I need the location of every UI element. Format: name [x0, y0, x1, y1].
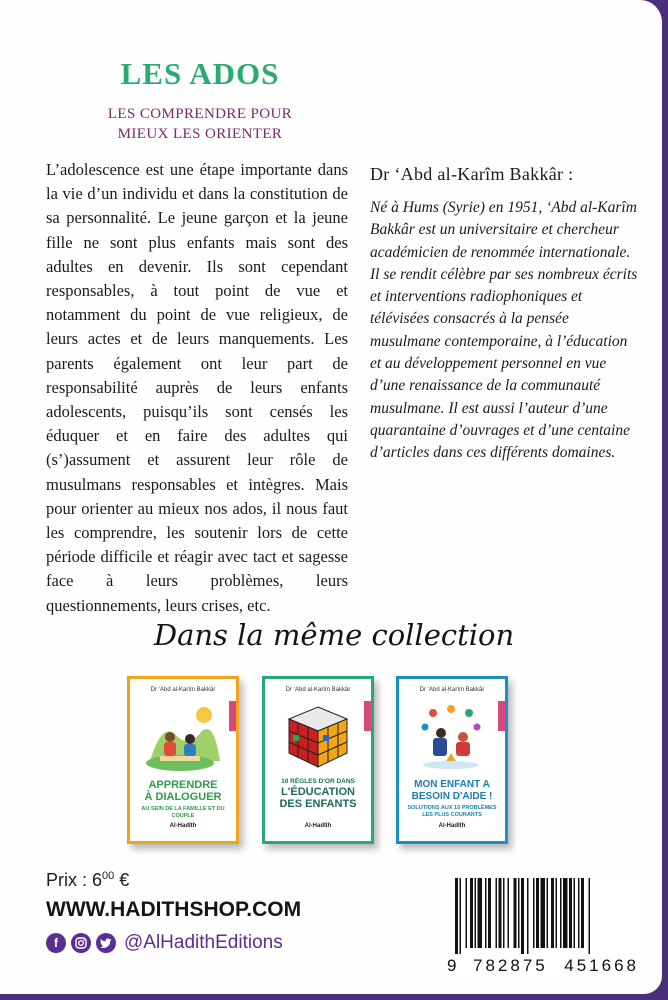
social-links [46, 930, 283, 956]
book-tag [229, 701, 236, 731]
facebook-icon[interactable]: f [46, 933, 66, 953]
book-publisher: Al-Hadîth [304, 823, 332, 829]
book-subtitle: AU SEIN DE LA FAMILLE ET DU COUPLE [141, 806, 225, 819]
page-title: LES ADOS [120, 56, 280, 91]
website-link[interactable]: WWW.HADITHSHOP.COM [46, 898, 302, 921]
book-title: APPRENDRE À DIALOGUER [144, 779, 222, 803]
summary-paragraph: L’adolescence est une étape importante dans la vie d’un individu et dans la constitution de sa personnalité. Le jeune garçon et la jeune fille ne sont plus enfants mais sont des adultes en devenir. Ils sont cependant responsables, à tout point de vue et notamment du point de vue religieux, de leurs actes et de leurs manquements. Les parents également ont leur part de responsabilité auprès de leurs enfants adolescents, puisqu’ils sont censés les éduquer et en faire des adultes qui (s’)assument et assurent leur rôle de musulmans responsables et intègres. Mais pour orienter au mieux nos ados, il nous faut les comprendre, les soutenir lors de cette période difficile et réagir avec tact et sagesse face à leurs problèmes, leurs questionnements, leurs crises, etc. [46, 160, 348, 615]
family-picnic-icon [142, 701, 224, 773]
page-subtitle [0, 104, 400, 144]
isbn-group-2: 451668 [564, 956, 639, 975]
book-cover-mon-enfant-a-besoin-d-aide[interactable] [396, 676, 508, 844]
author-name: Dr ‘Abd al-Karîm Bakkâr : [370, 164, 574, 184]
book-title: 10 RÈGLES D'OR DANS L'ÉDUCATION DES ENFANTS [279, 778, 357, 810]
isbn-number [447, 956, 639, 976]
book-author: Dr ‘Abd al-Karîm Bakkâr [150, 687, 216, 693]
author-bio: Né à Hums (Syrie) en 1951, ‘Abd al-Karîm Bakkâr est un universitaire et chercheur académicien de renommée internationale. Il se rendit célèbre par ses nombreux écrits et interventions radiophoniques et télévisées consacrés à la pensée musulmane contemporaine, à l’éducation et au développement personnel en vue d’une renaissance de la communauté musulmane. Il est aussi l’auteur d’une quarantaine d’ouvrages et d’une centaine d’articles dans ces différents domaines. [370, 199, 638, 462]
instagram-icon[interactable] [71, 933, 91, 953]
book-cover-10-regles-d-or[interactable] [262, 676, 374, 844]
social-handle[interactable]: @AlHadithEditions [124, 932, 283, 953]
isbn-prefix: 9 [447, 956, 457, 975]
twitter-icon[interactable] [96, 933, 116, 953]
subtitle-line-1: LES COMPRENDRE POUR [107, 106, 293, 122]
book-cover-apprendre-a-dialoguer[interactable] [127, 676, 239, 844]
price: Prix : $6^{00}$ € [46, 870, 130, 890]
book-tag [498, 701, 505, 731]
book-tag [364, 701, 371, 731]
subtitle-line-2: MIEUX LES ORIENTER [117, 126, 283, 142]
parent-child-icon [411, 701, 493, 773]
book-subtitle: SOLUTIONS AUX 10 PROBLÈMES LES PLUS COURANTS [407, 805, 497, 818]
book-author: Dr ‘Abd al-Karîm Bakkâr [419, 687, 485, 693]
book-publisher: Al-Hadîth [169, 823, 197, 829]
isbn-barcode [447, 878, 639, 976]
book-title: MON ENFANT A BESOIN D'AIDE ! [411, 779, 493, 802]
rubiks-cube-icon [277, 701, 359, 773]
barcode-icon [447, 878, 639, 954]
book-publisher: Al-Hadîth [438, 823, 466, 829]
book-author: Dr ‘Abd al-Karîm Bakkâr [285, 687, 351, 693]
collection-heading: Dans la même collection [153, 618, 515, 652]
isbn-group-1: 782875 [473, 956, 548, 975]
